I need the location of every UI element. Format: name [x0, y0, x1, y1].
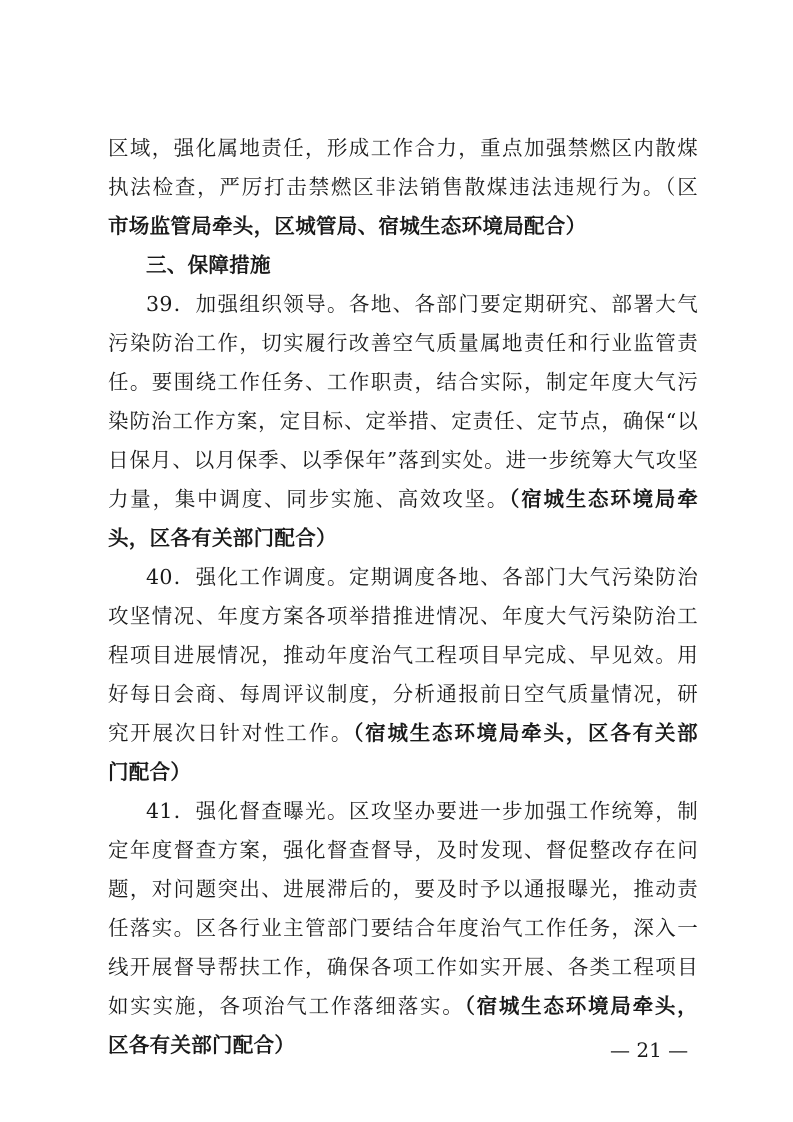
paragraph-text: 究开展次日针对性工作。 [108, 721, 354, 745]
paragraph-line: 好每日会商、每周评议制度，分析通报前日空气质量情况，研 [108, 682, 698, 706]
item-39-title-line: 39．加强组织领导。各地、各部门要定期研究、部署大气 [146, 292, 698, 316]
lead-department-note: 区各有关部门配合） [108, 1033, 296, 1057]
lead-department-note: 门配合） [108, 760, 192, 784]
paragraph-line: 题，对问题突出、进展滞后的，要及时予以通报曝光，推动责 [108, 877, 698, 901]
lead-department-note: 头，区各有关部门配合） [108, 526, 337, 550]
paragraph-line: 日保月、以月保季、以季保年”落到实处。进一步统筹大气攻坚 [108, 448, 698, 472]
paragraph-line: 区域，强化属地责任，形成工作合力，重点加强禁燃区内散煤 [108, 136, 698, 160]
section-heading: 三、保障措施 [146, 253, 271, 277]
paragraph-line [108, 988, 698, 1024]
page-number: — 21 — [610, 1038, 689, 1062]
paragraph-line [108, 715, 698, 751]
paragraph-line: 污染防治工作，切实履行改善空气质量属地责任和行业监管责 [108, 331, 698, 355]
paragraph-line: 程项目进展情况，推动年度治气工程项目早完成、早见效。用 [108, 643, 698, 667]
item-41-title-line: 41．强化督查曝光。区攻坚办要进一步加强工作统筹，制 [146, 799, 698, 823]
lead-department-note: （宿城生态环境局牵 [509, 487, 698, 511]
paragraph-line: 线开展督导帮扶工作，确保各项工作如实开展、各类工程项目 [108, 955, 698, 979]
lead-department-note: （宿城生态环境局牵头，区各有关部 [353, 721, 698, 745]
lead-department-note: （宿城生态环境局牵头， [464, 994, 698, 1018]
paragraph-line: 染防治工作方案，定目标、定举措、定责任、定节点，确保“以 [108, 409, 698, 433]
paragraph-line [108, 481, 698, 517]
paragraph-line: 任落实。区各行业主管部门要结合年度治气工作任务，深入一 [108, 916, 698, 940]
paragraph-text: 如实实施，各项治气工作落细落实。 [108, 994, 465, 1018]
paragraph-line: 定年度督查方案，强化督查督导，及时发现、督促整改存在问 [108, 838, 698, 862]
paragraph-line: 任。要围绕工作任务、工作职责，结合实际，制定年度大气污 [108, 370, 698, 394]
paragraph-line: 攻坚情况、年度方案各项举措推进情况、年度大气污染防治工 [108, 604, 698, 628]
lead-department-note: 市场监管局牵头，区城管局、宿城生态环境局配合） [108, 214, 587, 238]
item-40-title-line: 40．强化工作调度。定期调度各地、各部门大气污染防治 [146, 565, 698, 589]
paragraph-line: 执法检查，严厉打击禁燃区非法销售散煤违法违规行为。（区 [108, 175, 698, 199]
paragraph-text: 力量，集中调度、同步实施、高效攻坚。 [108, 487, 510, 511]
